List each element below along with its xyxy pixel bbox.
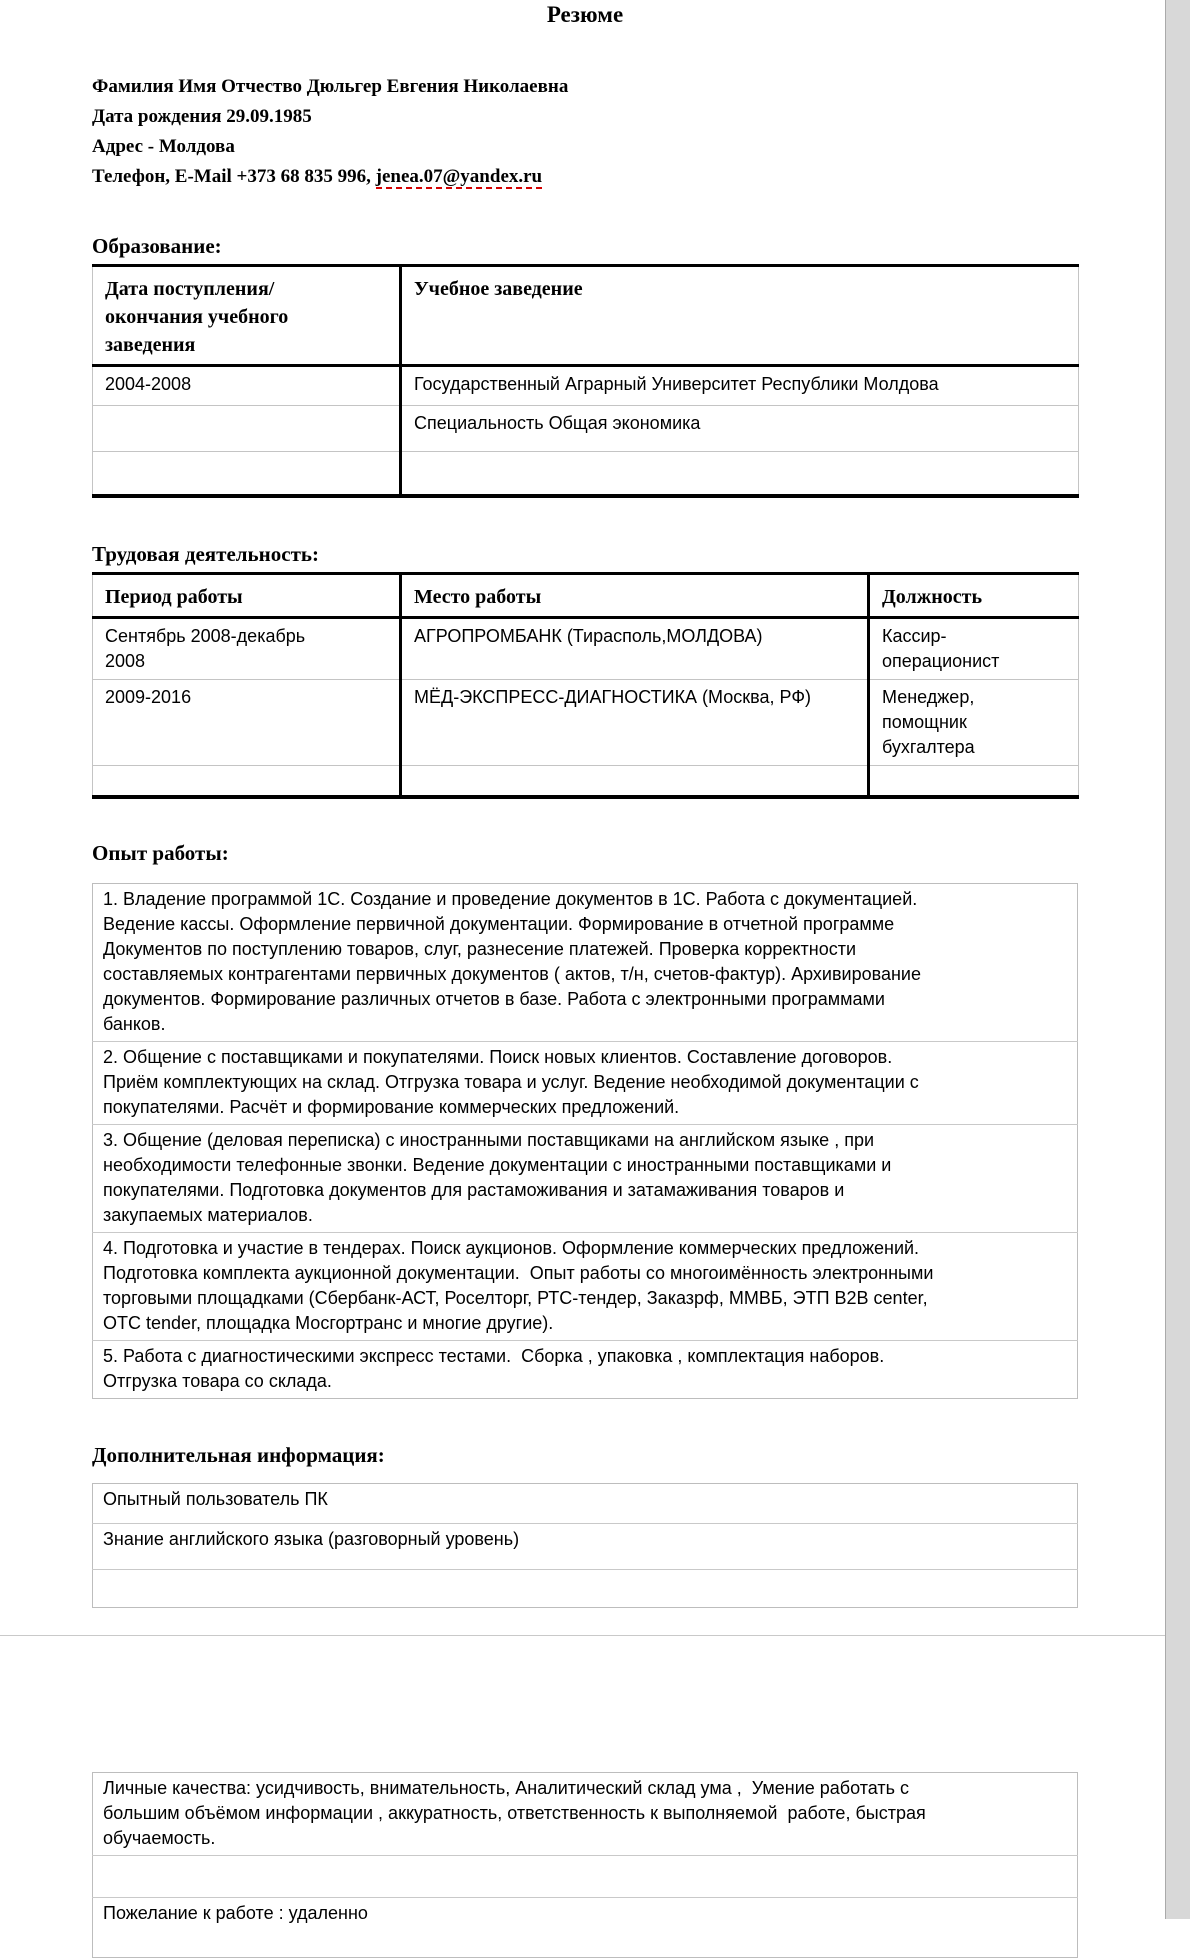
list-item xyxy=(93,1570,1078,1608)
table-row xyxy=(93,452,1079,496)
list-item xyxy=(93,884,1078,1042)
employment-cell-empty xyxy=(869,765,1079,797)
table-row xyxy=(93,617,1079,679)
education-cell-empty xyxy=(93,406,401,452)
experience-item-4: 4. Подготовка и участие в тендерах. Поиск аукционов. Оформление коммерческих предложений. Подготовка комплекта аукционной документации. Опыт работы со многоимённость электронными торговыми площадками (Сбербанк-АСТ, Роселторг, РТС-тендер, Заказрф, ММВБ, ЭТП B2B center, ОТС tender, площадка Мосгортранс и многие другие). xyxy=(93,1233,1078,1341)
employment-cell-period: 2009-2016 xyxy=(93,679,401,765)
table-row xyxy=(93,765,1079,797)
personal-info xyxy=(92,72,1078,192)
additional-row-pc-skills: Опытный пользователь ПК xyxy=(93,1484,1078,1524)
list-item xyxy=(93,1042,1078,1125)
employment-cell-position: Кассир-операционист xyxy=(869,617,1079,679)
employment-table xyxy=(92,572,1079,800)
experience-item-2: 2. Общение с поставщиками и покупателями. Поиск новых клиентов. Составление договоров. Приём комплектующих на склад. Отгрузка товара и услуг. Ведение необходимой документации с покупателями. Расчёт и формирование коммерческих предложений. xyxy=(93,1042,1078,1125)
list-item xyxy=(93,1233,1078,1341)
birth-date-line: Дата рождения 29.09.1985 xyxy=(92,106,312,127)
list-item xyxy=(93,1484,1078,1524)
employment-cell-empty xyxy=(401,765,869,797)
employment-cell-position: Менеджер, помощник бухгалтера xyxy=(869,679,1079,765)
list-item xyxy=(93,1773,1078,1856)
qualities-table xyxy=(92,1772,1078,1958)
education-cell-years: 2004-2008 xyxy=(93,366,401,406)
education-heading: Образование: xyxy=(92,234,222,258)
full-name-line: Фамилия Имя Отчество Дюльгер Евгения Николаевна xyxy=(92,76,569,97)
education-cell-empty xyxy=(401,452,1079,496)
employment-heading: Трудовая деятельность: xyxy=(92,541,320,566)
list-item xyxy=(93,1898,1078,1958)
table-row xyxy=(93,406,1079,452)
canvas-edge xyxy=(1165,0,1190,1919)
additional-row-english: Знание английского языка (разговорный уровень) xyxy=(93,1524,1078,1570)
experience-item-1: 1. Владение программой 1С. Создание и проведение документов в 1С. Работа с документацией. Ведение кассы. Оформление первичной документации. Формирование в отчетной программе Документов по поступлению товаров, слуг, разнесение платежей. Проверка корректности составляемых контрагентами первичных документов ( актов, т/н, счетов-фактур). Архивирование документов. Формирование различных отчетов в базе. Работа с электронными программами банков. xyxy=(93,884,1078,1042)
education-col-date: Дата поступления/ окончания учебного заведения xyxy=(93,266,401,366)
list-item xyxy=(93,1524,1078,1570)
document-page xyxy=(92,0,1078,1608)
education-cell-university: Государственный Аграрный Университет Республики Молдова xyxy=(401,366,1079,406)
employment-col-period: Период работы xyxy=(93,573,401,617)
page-title: Резюме xyxy=(546,2,624,27)
employment-col-place: Место работы xyxy=(401,573,869,617)
contact-line xyxy=(92,162,1078,192)
table-header-row xyxy=(93,573,1079,617)
education-cell-empty xyxy=(93,452,401,496)
personal-qualities-text: Личные качества: усидчивость, внимательность, Аналитический склад ума , Умение работать с большим объёмом информации , аккуратность, ответственность к выполняемой работе, быстрая обучаемость. xyxy=(93,1773,1078,1856)
job-preference-text: Пожелание к работе : удаленно xyxy=(103,1903,368,1923)
page-break-line xyxy=(0,1635,1166,1636)
additional-row-empty xyxy=(93,1570,1078,1608)
contact-label: Телефон, E-Mail +373 68 835 996, xyxy=(92,166,376,187)
address-line: Адрес - Молдова xyxy=(92,136,235,157)
qualities-section xyxy=(92,1772,1078,1958)
table-row xyxy=(93,366,1079,406)
list-item xyxy=(93,1856,1078,1898)
experience-item-5: 5. Работа с диагностическими экспресс тестами. Сборка , упаковка , комплектация наборов. Отгрузка товара со склада. xyxy=(103,1346,890,1391)
table-row xyxy=(93,679,1079,765)
experience-item-3: 3. Общение (деловая переписка) с иностранными поставщиками на английском языке , при необходимости телефонные звонки. Ведение документации с иностранными поставщиками и покупателями. Подготовка документов для растаможивания и затамаживания товаров и закупаемых материалов. xyxy=(93,1125,1078,1233)
additional-info-heading: Дополнительная информация: xyxy=(92,1443,385,1467)
employment-cell-place: МЁД-ЭКСПРЕСС-ДИАГНОСТИКА (Москва, РФ) xyxy=(401,679,869,765)
experience-heading: Опыт работы: xyxy=(92,841,229,865)
email-text: jenea.07@yandex.ru xyxy=(375,166,543,187)
list-item xyxy=(93,1125,1078,1233)
education-cell-speciality: Специальность Общая экономика xyxy=(401,406,1079,452)
qualities-row-empty xyxy=(93,1856,1078,1898)
education-col-school: Учебное заведение xyxy=(401,266,1079,366)
experience-table xyxy=(92,883,1078,1399)
table-header-row xyxy=(93,266,1079,366)
education-table xyxy=(92,264,1079,498)
list-item xyxy=(93,1341,1078,1399)
employment-cell-empty xyxy=(93,765,401,797)
additional-info-table xyxy=(92,1483,1078,1608)
employment-cell-period: Сентябрь 2008-декабрь 2008 xyxy=(93,617,401,679)
employment-col-position: Должность xyxy=(869,573,1079,617)
employment-cell-place: АГРОПРОМБАНК (Тирасполь,МОЛДОВА) xyxy=(401,617,869,679)
